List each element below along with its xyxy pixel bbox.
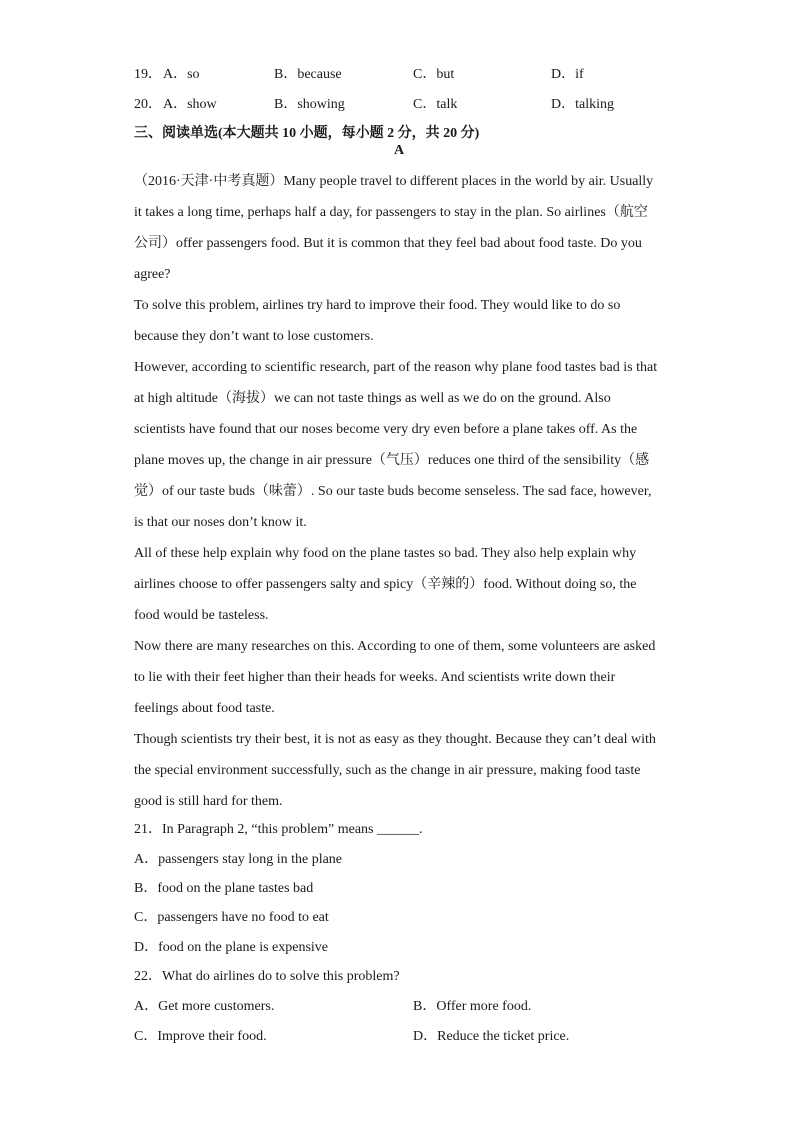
passage — [134, 166, 657, 817]
paragraph-2 — [134, 290, 657, 352]
question-21-option-d: D．food on the plane is expensive — [134, 940, 329, 955]
passage-line: the special environment successfully, such as the change in air pressure, making food taste — [134, 763, 641, 778]
question-21-stem: 21．In Paragraph 2, “this problem” means ______. — [134, 822, 423, 837]
passage-line: airlines choose to offer passengers salty and spicy（辛辣的）food. Without doing so, the — [134, 577, 637, 592]
question-20-option-b: B．showing — [274, 97, 345, 112]
passage-line: because they don’t want to lose customers. — [134, 329, 374, 344]
question-21-option-b: B．food on the plane tastes bad — [134, 881, 314, 896]
passage-line: All of these help explain why food on the plane tastes so bad. They also help explain why — [134, 546, 637, 561]
question-22-option-a: A．Get more customers. — [134, 999, 275, 1014]
question-20-option-c: C．talk — [413, 97, 458, 112]
passage-line: it takes a long time, perhaps half a day, for passengers to stay in the plan. So airlines（航空 — [134, 205, 648, 220]
passage-line: plane moves up, the change in air pressure（气压）reduces one third of the sensibility（感 — [134, 453, 650, 468]
passage-line: To solve this problem, airlines try hard to improve their food. They would like to do so — [134, 298, 621, 313]
passage-line: is that our noses don’t know it. — [134, 515, 307, 530]
question-22-option-c: C．Improve their food. — [134, 1029, 267, 1044]
passage-label: A — [394, 143, 405, 158]
paragraph-5 — [134, 631, 657, 724]
passage-line: scientists have found that our noses become very dry even before a plane takes off. As the — [134, 422, 638, 437]
passage-line: feelings about food taste. — [134, 701, 275, 716]
passage-line: Now there are many researches on this. According to one of them, some volunteers are asked — [134, 639, 656, 654]
passage-line: 公司）offer passengers food. But it is common that they feel bad about food taste. Do you — [134, 236, 642, 251]
question-19-option-d: D．if — [551, 67, 584, 82]
question-20-option-d: D．talking — [551, 97, 614, 112]
passage-line: agree? — [134, 267, 171, 282]
question-21-option-c: C．passengers have no food to eat — [134, 910, 329, 925]
question-22-option-d: D．Reduce the ticket price. — [413, 1029, 570, 1044]
question-19-number: 19． — [134, 67, 162, 82]
paragraph-1 — [134, 166, 657, 290]
question-20-option-a: A．show — [163, 97, 217, 112]
passage-line: to lie with their feet higher than their heads for weeks. And scientists write down their — [134, 670, 616, 685]
passage-line: However, according to scientific research, part of the reason why plane food tastes bad is that — [134, 360, 658, 375]
question-19-option-c: C．but — [413, 67, 455, 82]
section-heading: 三、阅读单选(本大题共 10 小题，每小题 2 分，共 20 分) — [134, 126, 480, 141]
question-20-number: 20． — [134, 97, 162, 112]
question-19-option-b: B．because — [274, 67, 342, 82]
question-19-option-a: A．so — [163, 67, 200, 82]
passage-line: good is still hard for them. — [134, 794, 283, 809]
question-21-option-a: A．passengers stay long in the plane — [134, 852, 343, 867]
paragraph-6 — [134, 724, 657, 817]
passage-line: 觉）of our taste buds（味蕾）. So our taste buds become senseless. The sad face, however, — [134, 484, 652, 499]
passage-line: at high altitude（海拔）we can not taste things as well as we do on the ground. Also — [134, 391, 611, 406]
passage-line: （2016·天津·中考真题）Many people travel to different places in the world by air. Usually — [134, 174, 654, 189]
passage-line: food would be tasteless. — [134, 608, 269, 623]
question-22-option-b: B．Offer more food. — [413, 999, 532, 1014]
paragraph-3 — [134, 352, 657, 538]
passage-line: Though scientists try their best, it is not as easy as they thought. Because they can’t deal with — [134, 732, 656, 747]
paragraph-4 — [134, 538, 657, 631]
question-22-stem: 22．What do airlines do to solve this problem? — [134, 969, 400, 984]
